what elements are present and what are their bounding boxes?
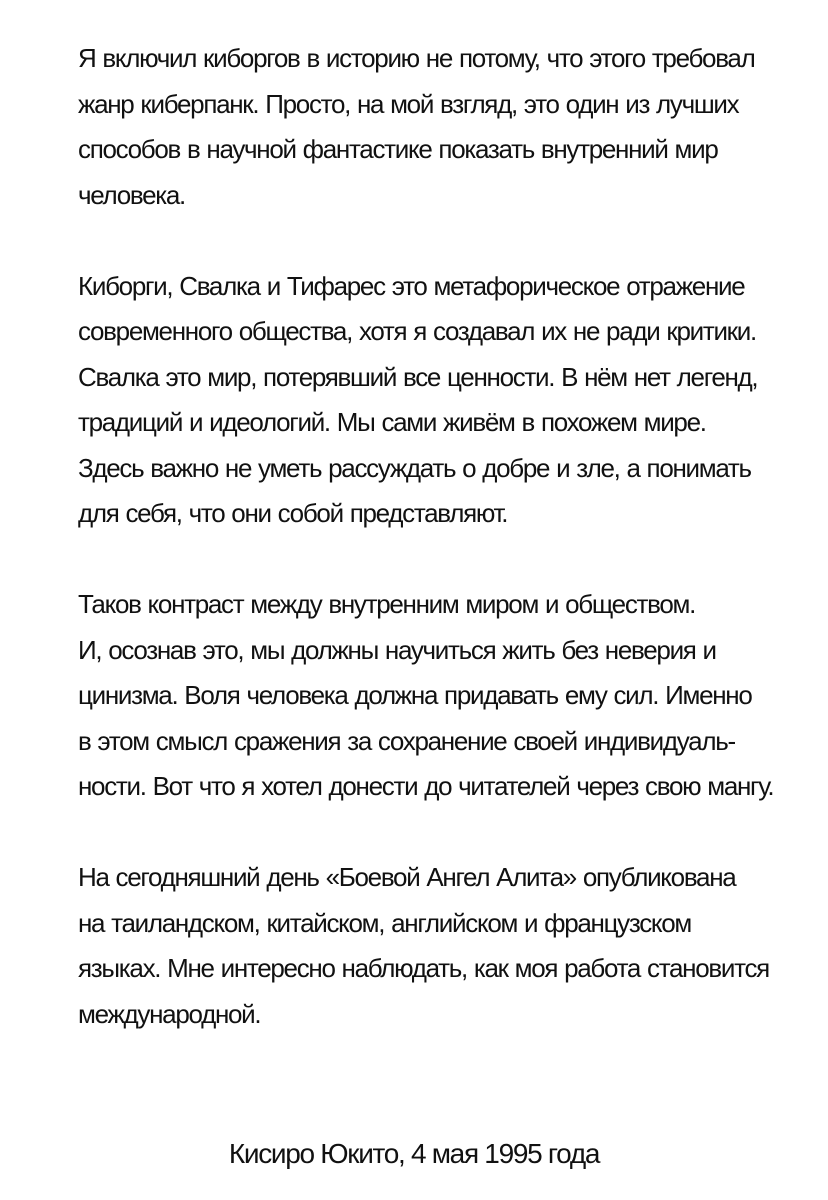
text-line: И, осознав это, мы должны научиться жить без неверия и — [78, 634, 716, 665]
paragraph-publication — [78, 855, 790, 1037]
text-line: ности. Вот что я хотел донести до читателей через свою мангу. — [78, 771, 774, 801]
text-line: Я включил киборгов в историю не потому, что этого требовал — [78, 43, 755, 73]
text-line: Свалка это мир, потерявший все ценности. В нём нет легенд, — [78, 361, 758, 392]
text-line: на таиландском, китайском, английском и французском — [78, 907, 692, 938]
text-line: традиций и идеологий. Мы сами живём в похожем мире. — [78, 407, 706, 437]
afterword-text — [78, 36, 790, 1083]
text-line: современного общества, хотя я создавал их не ради критики. — [78, 316, 756, 346]
text-line: для себя, что они собой представляют. — [78, 498, 508, 528]
text-line: Киборги, Свалка и Тифарес это метафорическое отражение — [78, 270, 745, 301]
author-signature: Кисиро Юкито, 4 мая 1995 года — [228, 1138, 600, 1169]
text-line: языках. Мне интересно наблюдать, как моя работа становится — [78, 953, 769, 983]
text-line: Таков контраст между внутренним миром и обществом. — [78, 589, 696, 619]
paragraph-scrapyard-metaphor — [78, 264, 790, 537]
paragraph-inner-world-contrast — [78, 582, 790, 810]
text-line: международной. — [78, 998, 261, 1029]
text-line: цинизма. Воля человека должна придавать ему сил. Именно — [78, 680, 752, 710]
text-line: способов в научной фантастике показать внутренний мир — [78, 134, 718, 164]
paragraph-cyborgs-purpose — [78, 36, 790, 218]
text-line: человека. — [78, 179, 185, 210]
text-line: жанр киберпанк. Просто, на мой взгляд, это один из лучших — [78, 88, 739, 119]
text-line: в этом смысл сражения за сохранение своей индивидуаль- — [78, 725, 735, 756]
text-line: На сегодняшний день «Боевой Ангел Алита» опубликована — [78, 862, 736, 892]
text-line: Здесь важно не уметь рассуждать о добре и зле, а понимать — [78, 452, 751, 483]
